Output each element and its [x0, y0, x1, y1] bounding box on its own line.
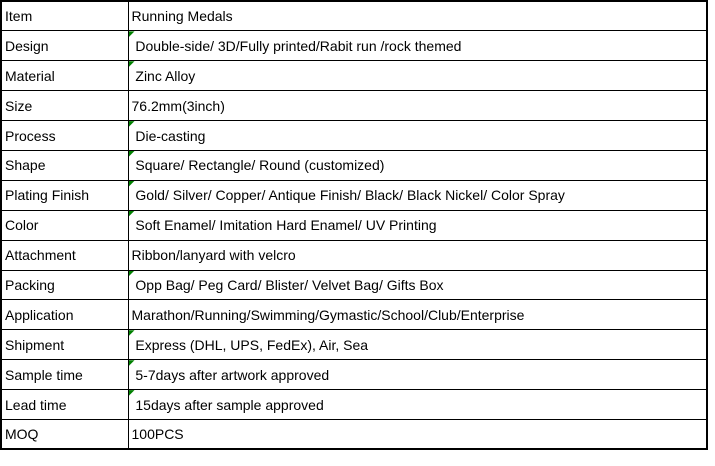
spec-value-text: Running Medals — [131, 8, 233, 25]
spec-label-moq: MOQ — [1, 419, 128, 449]
table-row — [1, 31, 707, 61]
spec-label-shipment: Shipment — [1, 330, 128, 360]
table-row — [1, 330, 707, 360]
spec-value-lead-time — [128, 390, 707, 420]
spec-value-text: Zinc Alloy — [131, 67, 196, 84]
table-row — [1, 419, 707, 449]
spec-value-plating-finish — [128, 180, 707, 210]
table-row — [1, 150, 707, 180]
spec-value-shipment — [128, 330, 707, 360]
spec-label-shape: Shape — [1, 150, 128, 180]
spec-label-design: Design — [1, 31, 128, 61]
cell-flag-triangle-icon — [129, 390, 135, 396]
spec-value-sample-time — [128, 360, 707, 390]
spec-value-item — [128, 1, 707, 31]
table-row — [1, 1, 707, 31]
table-row — [1, 210, 707, 240]
spec-value-shape — [128, 150, 707, 180]
spec-value-application — [128, 300, 707, 330]
spec-value-color — [128, 210, 707, 240]
spec-value-text: 15days after sample approved — [131, 396, 324, 413]
table-row — [1, 240, 707, 270]
spec-value-material — [128, 61, 707, 91]
spec-value-text: Opp Bag/ Peg Card/ Blister/ Velvet Bag/ Gifts Box — [131, 276, 444, 293]
spec-value-text: Square/ Rectangle/ Round (customized) — [131, 157, 385, 174]
table-row — [1, 270, 707, 300]
spec-label-sample-time: Sample time — [1, 360, 128, 390]
table-row — [1, 390, 707, 420]
cell-flag-triangle-icon — [129, 151, 135, 157]
spec-value-text: Marathon/Running/Swimming/Gymastic/School/Club/Enterprise — [131, 306, 525, 323]
spec-value-moq — [128, 419, 707, 449]
spec-label-lead-time: Lead time — [1, 390, 128, 420]
spec-value-text: 5-7days after artwork approved — [131, 366, 330, 383]
spec-value-text: Express (DHL, UPS, FedEx), Air, Sea — [131, 336, 369, 353]
spec-value-attachment — [128, 240, 707, 270]
table-row — [1, 121, 707, 151]
spec-value-text: Ribbon/lanyard with velcro — [131, 247, 296, 264]
spec-label-attachment: Attachment — [1, 240, 128, 270]
spec-label-packing: Packing — [1, 270, 128, 300]
spec-value-text: Soft Enamel/ Imitation Hard Enamel/ UV Printing — [131, 217, 437, 234]
spec-value-text: Double-side/ 3D/Fully printed/Rabit run /rock themed — [131, 37, 462, 54]
cell-flag-triangle-icon — [129, 360, 135, 366]
spec-label-application: Application — [1, 300, 128, 330]
cell-flag-triangle-icon — [129, 271, 135, 277]
spec-label-size: Size — [1, 91, 128, 121]
cell-flag-triangle-icon — [129, 31, 135, 37]
spec-value-packing — [128, 270, 707, 300]
spec-label-material: Material — [1, 61, 128, 91]
spec-value-size — [128, 91, 707, 121]
spec-value-text: Gold/ Silver/ Copper/ Antique Finish/ Black/ Black Nickel/ Color Spray — [131, 187, 565, 204]
spec-value-text: Die-casting — [131, 127, 206, 144]
spec-label-plating-finish: Plating Finish — [1, 180, 128, 210]
spec-label-process: Process — [1, 121, 128, 151]
spec-value-text: 76.2mm(3inch) — [131, 97, 225, 114]
table-row — [1, 180, 707, 210]
spec-value-process — [128, 121, 707, 151]
table-row — [1, 61, 707, 91]
cell-flag-triangle-icon — [129, 211, 135, 217]
table-row — [1, 360, 707, 390]
spec-value-design — [128, 31, 707, 61]
table-row — [1, 91, 707, 121]
spec-value-text: 100PCS — [131, 426, 184, 443]
spec-label-color: Color — [1, 210, 128, 240]
cell-flag-triangle-icon — [129, 330, 135, 336]
cell-flag-triangle-icon — [129, 61, 135, 67]
cell-flag-triangle-icon — [129, 121, 135, 127]
spec-label-item: Item — [1, 1, 128, 31]
cell-flag-triangle-icon — [129, 181, 135, 187]
table-row — [1, 300, 707, 330]
